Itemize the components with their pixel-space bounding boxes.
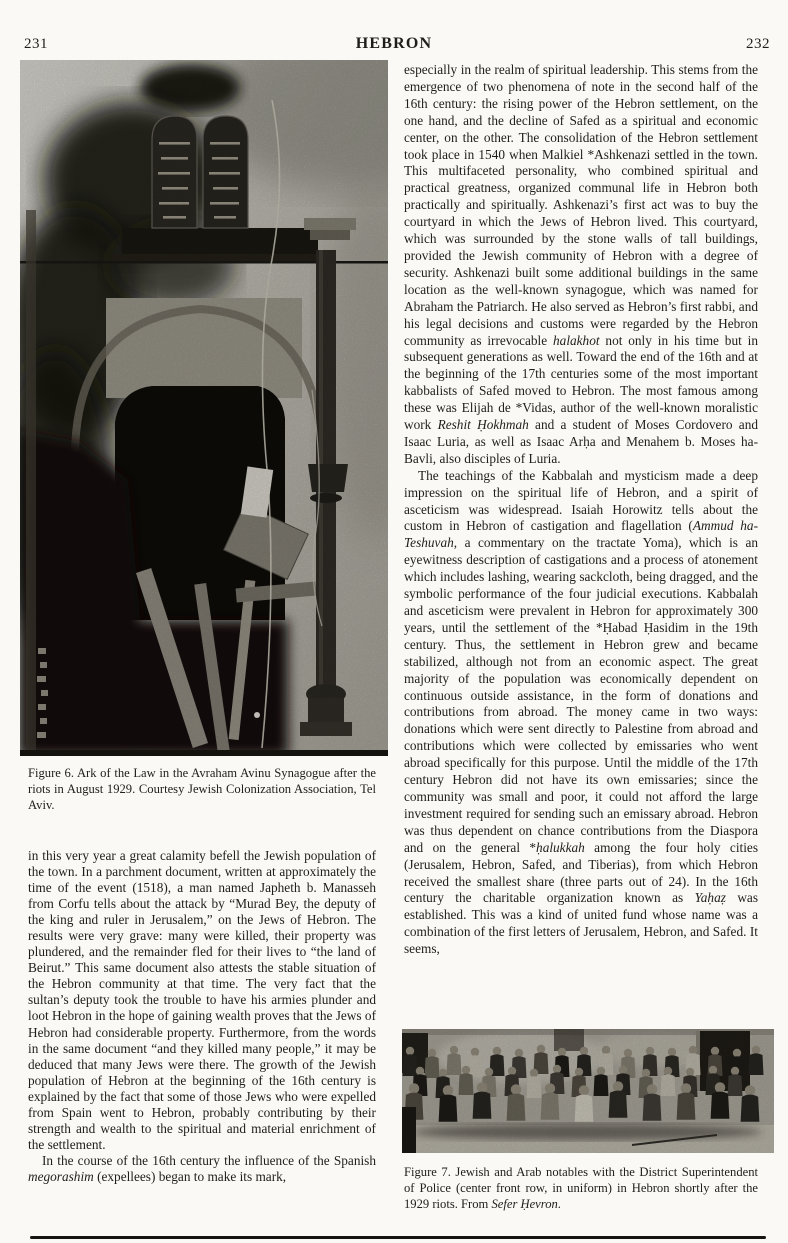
figure7-caption: Figure 7. Jewish and Arab notables with the District Superintendent of Police (center front row, in uniform) in Hebron shortly after the 1929 riots. From Sefer Ḥevron. [404,1165,758,1212]
right-column-text [404,62,758,1022]
right-paragraph-1: especially in the realm of spiritual leadership. This stems from the emergence of two phenomena of note in the second half of the 16th century: the rising power of the Hebron settlement, on the one hand, and the decline of Safed as a spiritual and economic center, on the other. The consolidation of the Hebron settlement took place in 1540 when Malkiel *Ashkenazi settled in the town. This multifaceted personality, who combined spiritual and practical greatness, organized communal life in Hebron both practically and spiritually. Ashkenazi’s first act was to buy the courtyard in which the Jews of Hebron lived. This courtyard, which was surrounded by the stone walls of tall buildings, provided the Jewish community of Hebron with a degree of security. Ashkenazi built some additional buildings in the same location as the well-known synagogue, which was named for Abraham the Patriarch. He also served as Hebron’s first rabbi, and his legal decisions and customs were regarded by the Hebron community as irrevocable halakhot not only in his time but in subsequent generations as well. Toward the end of the 16th and at the beginning of the 17th centuries some of the most important kabbalists of Safed moved to Hebron. The most famous among these was Elijah de *Vidas, author of the well-known moralistic work Reshit Ḥokhmah and a student of Moses Cordovero and Isaac Luria, as well as Isaac Arḥa and Menahem b. Moses ha-Bavli, also disciples of Luria. [404,62,758,466]
figure6-photo [20,60,388,756]
right-paragraph-2: The teachings of the Kabbalah and mysticism made a deep impression on the spiritual life of Hebron, and a spirit of asceticism was widespread. Isaiah Horowitz tells about the custom in Hebron of castigation and flagellation (Ammud ha-Teshuvah, a commentary on the tractate Yoma), which is an eyewitness description of castigations and a process of atonement which includes lashing, wearing sackcloth, being dragged, and the symbolic performance of the four judicial executions. Kabbalah and asceticism were prevalent in Hebron for approximately 300 years, until the settlement of the *Ḥabad Ḥasidim in the 19th century. Thus, the settlement in Hebron grew and became stabilized, although not from an economic aspect. The great majority of the population was economically dependent on continuous outside assistance, in the form of donations and contributions from abroad. The money came in two ways: donations which were sent directly to Palestine from abroad and contributions which were collected by emissaries who went abroad specifically for this purpose. Until the middle of the 17th century Hebron did not have its own emissaries; since the community was small and poor, it could not afford the large investment required for sending such an emissary abroad. Hebron was thus dependent on chance contributions from the Diaspora and on the general *ḥalukkah among the four holy cities (Jerusalem, Hebron, Safed, and Tiberias), from which Hebron received the smallest share (three parts out of 24). In the 16th century the charitable organization known as Yaḥaẓ was established. This was a kind of united fund whose name was a combination of the first letters of Jerusalem, Hebron, and Safed. It seems, [404,467,758,957]
left-column-text [28,848,376,1226]
film-grain [20,60,388,756]
page-number-right: 232 [746,36,770,52]
film-grain [402,1029,774,1153]
left-paragraph-1: in this very year a great calamity befell the Jewish population of the town. In a parchment document, written at approximately the time of the event (1518), a man named Japheth b. Manasseh from Corfu tells about the attack by “Murad Bey, the deputy of the king and ruler in Jerusalem,” on the Jews of Hebron. The results were very grave: many were killed, their property was plundered, and the remainder fled for their lives to “the land of Beirut.” This same document also attests the stable situation of the Hebron community at that time. The very fact that the sultan’s deputy took the trouble to have his armies plunder and loot Hebron in the hope of gaining wealth proves that the Jews of Hebron had considerable property. Furthermore, from the words in the same document “and they killed many people,” it may be deduced that many Jews were there. The growth of the Jewish population of Hebron at the beginning of the 16th century is explained by the fact that some of those Jews who were expelled from Spain went to Hebron, probably contributing by their strength and wealth to the spiritual and material enrichment of the settlement. [28,848,376,1152]
figure6-caption: Figure 6. Ark of the Law in the Avraham Avinu Synagogue after the riots in August 1929. Courtesy Jewish Colonization Association, Tel Aviv. [28,766,376,813]
scan-artifact-line [30,1236,766,1239]
left-paragraph-2: In the course of the 16th century the influence of the Spanish megorashim (expellees) began to make its mark, [28,1152,376,1184]
page-title: HEBRON [355,35,433,52]
group-photo-illustration [402,1029,774,1153]
page-number-left: 231 [24,36,48,52]
ark-photo-illustration [20,60,388,756]
figure7-photo [402,1029,774,1153]
